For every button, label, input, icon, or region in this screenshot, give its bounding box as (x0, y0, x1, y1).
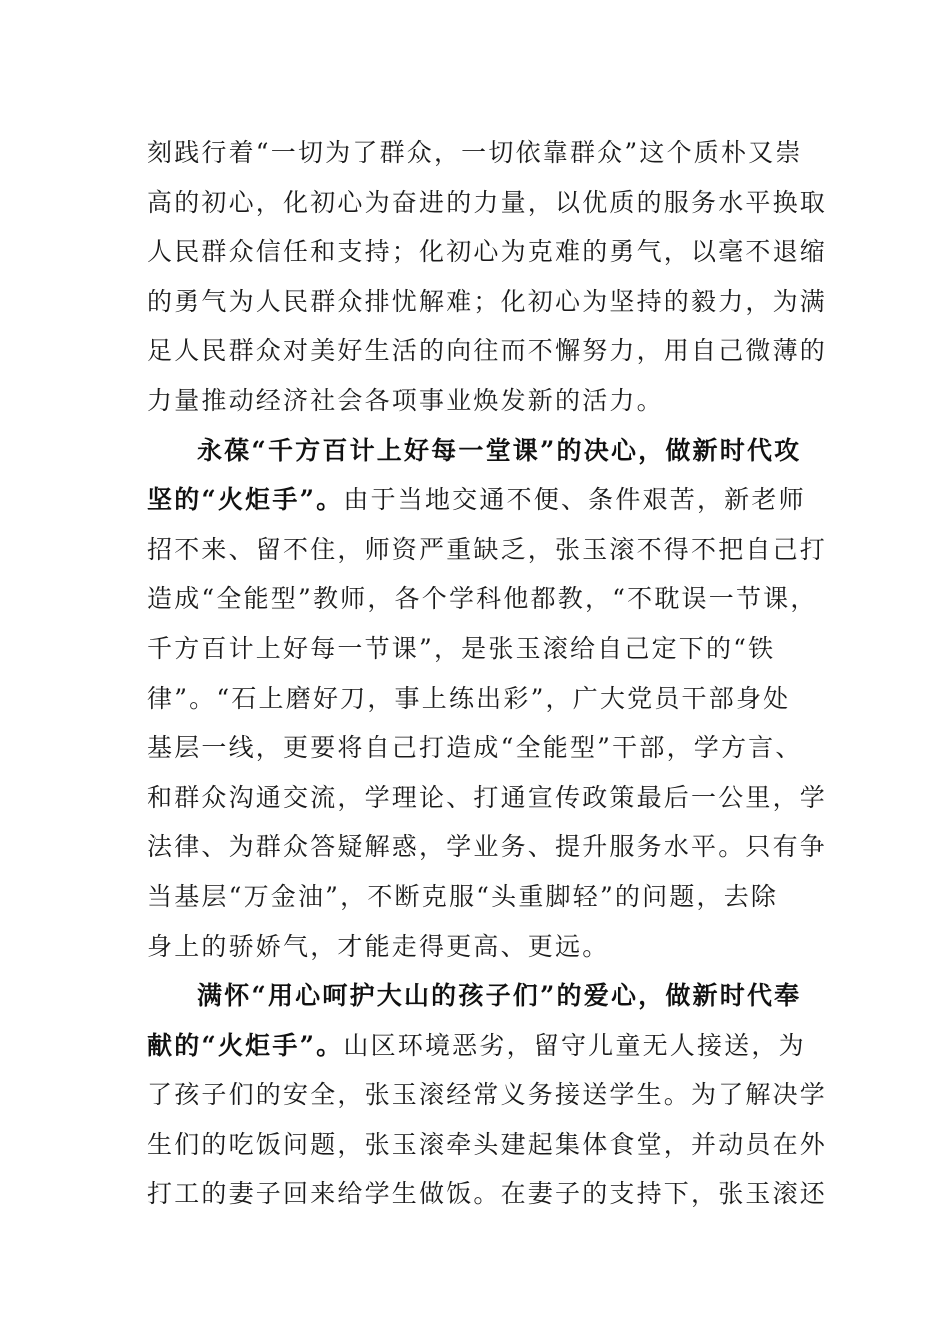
text-line: 当基层“万金油”，不断克服“头重脚轻”的问题，去除 (147, 881, 779, 911)
text-line: 律”。“石上磨好刀，事上练出彩”，广大党员干部身处 (147, 683, 791, 713)
text-line: 千方百计上好每一节课”，是张玉滚给自己定下的“铁 (147, 633, 776, 663)
text-line: 生们的吃饭问题，张玉滚牵头建起集体食堂，并动员在外 (147, 1129, 828, 1159)
text-line: 法律、为群众答疑解惑，学业务、提升服务水平。只有争 (147, 832, 828, 862)
text-line (147, 475, 807, 525)
text-line: 的勇气为人民群众排忧解难；化初心为坚持的毅力，为满 (147, 286, 828, 316)
text-segment: 山区环境恶劣，留守儿童无人接送，为 (343, 1030, 806, 1060)
text-line: 力量推动经济社会各项事业焕发新的活力。 (147, 385, 664, 415)
paragraph-heading: 永葆“千方百计上好每一堂课”的决心，做新时代攻 (197, 435, 802, 465)
text-line: 足人民群众对美好生活的向往而不懈努力，用自己微薄的 (147, 336, 828, 366)
text-line: 身上的骄娇气，才能走得更高、更远。 (147, 931, 610, 961)
text-line: 基层一线，更要将自己打造成“全能型”干部，学方言、 (147, 733, 803, 763)
text-line: 了孩子们的安全，张玉滚经常义务接送学生。为了解决学 (147, 1080, 828, 1110)
text-line (147, 1021, 807, 1071)
text-line: 和群众沟通交流，学理论、打通宣传政策最后一公里，学 (147, 782, 828, 812)
text-line: 造成“全能型”教师，各个学科他都教，“不耽误一节课， (147, 584, 818, 614)
paragraph-heading-end: 献的“火炬手”。 (147, 1030, 344, 1060)
text-line: 招不来、留不住，师资严重缺乏，张玉滚不得不把自己打 (147, 534, 828, 564)
paragraph-heading: 满怀“用心呵护大山的孩子们”的爱心，做新时代奉 (197, 981, 802, 1011)
text-line: 刻践行着“一切为了群众，一切依靠群众”这个质朴又崇 (147, 138, 803, 167)
text-line: 高的初心，化初心为奋进的力量，以优质的服务水平换取 (147, 187, 828, 217)
text-line: 人民群众信任和支持；化初心为克难的勇气，以毫不退缩 (147, 237, 828, 267)
document-body (147, 128, 828, 1219)
text-segment: 由于当地交通不便、条件艰苦，新老师 (343, 485, 806, 515)
paragraph-heading-end: 坚的“火炬手”。 (147, 485, 344, 515)
text-line: 打工的妻子回来给学生做饭。在妻子的支持下，张玉滚还 (147, 1179, 828, 1209)
